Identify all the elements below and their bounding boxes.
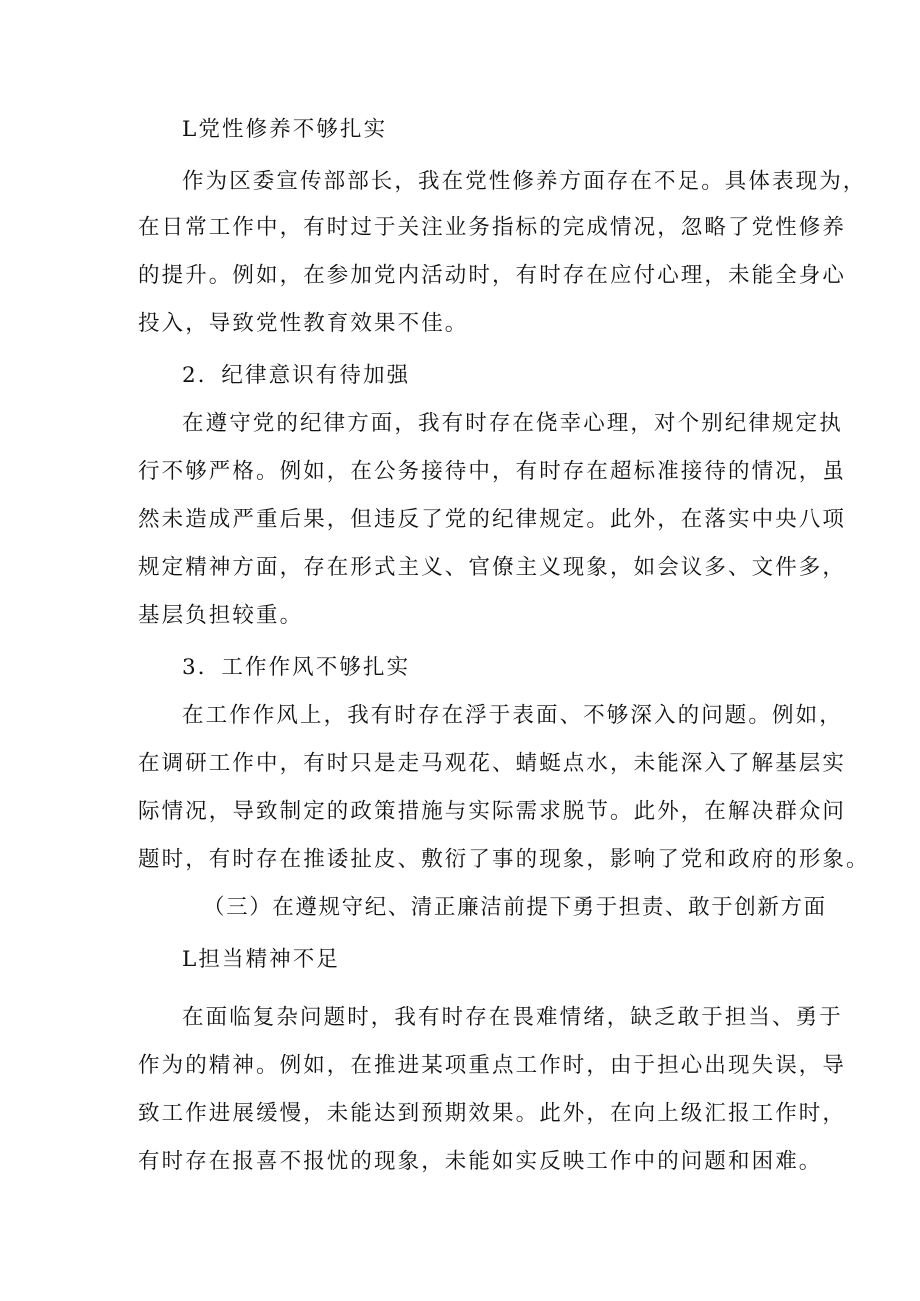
paragraph-line: 规定精神方面，存在形式主义、官僚主义现象，如会议多、文件多， [138, 555, 847, 580]
section-heading-party-cultivation: L党性修养不够扎实 [182, 117, 388, 142]
paragraph-line: 在工作作风上，我有时存在浮于表面、不够深入的问题。例如， [182, 703, 843, 728]
paragraph-line: 际情况，导致制定的政策措施与实际需求脱节。此外，在解决群众问 [138, 799, 847, 824]
section-heading-responsibility: L担当精神不足 [182, 947, 340, 972]
paragraph-line: 投入，导致党性教育效果不佳。 [138, 311, 469, 336]
section-heading-discipline: 2．纪律意识有待加强 [182, 363, 411, 388]
paragraph-line: 在调研工作中，有时只是走马观花、蜻蜓点水，未能深入了解基层实 [138, 751, 847, 776]
paragraph-line: 在日常工作中，有时过于关注业务指标的完成情况，忽略了党性修养 [138, 215, 847, 240]
paragraph-line: 基层负担较重。 [138, 603, 304, 628]
paragraph-line: 题时，有时存在推诿扯皮、敷衍了事的现象，影响了党和政府的形象。 [138, 847, 870, 872]
paragraph-line: 然未造成严重后果，但违反了党的纪律规定。此外，在落实中央八项 [138, 507, 847, 532]
paragraph-line: 致工作进展缓慢，未能达到预期效果。此外，在向上级汇报工作时， [138, 1101, 847, 1126]
paragraph-line: 行不够严格。例如，在公务接待中，有时存在超标准接待的情况，虽 [138, 459, 847, 484]
paragraph-line: 在遵守党的纪律方面，我有时存在侥幸心理，对个别纪律规定执 [182, 411, 843, 436]
paragraph-line: 作为的精神。例如，在推进某项重点工作时，由于担心出现失误，导 [138, 1053, 847, 1078]
part-three-title: （三）在遵规守纪、清正廉洁前提下勇于担责、敢于创新方面 [203, 895, 827, 920]
paragraph-line: 的提升。例如，在参加党内活动时，有时存在应付心理，未能全身心 [138, 263, 847, 288]
paragraph-line: 在面临复杂问题时，我有时存在畏难情绪，缺乏敢于担当、勇于 [182, 1005, 843, 1030]
paragraph-line: 作为区委宣传部部长，我在党性修养方面存在不足。具体表现为， [182, 169, 867, 194]
paragraph-line: 有时存在报喜不报忧的现象，未能如实反映工作中的问题和困难。 [138, 1149, 823, 1174]
section-heading-work-style: 3．工作作风不够扎实 [182, 655, 411, 680]
